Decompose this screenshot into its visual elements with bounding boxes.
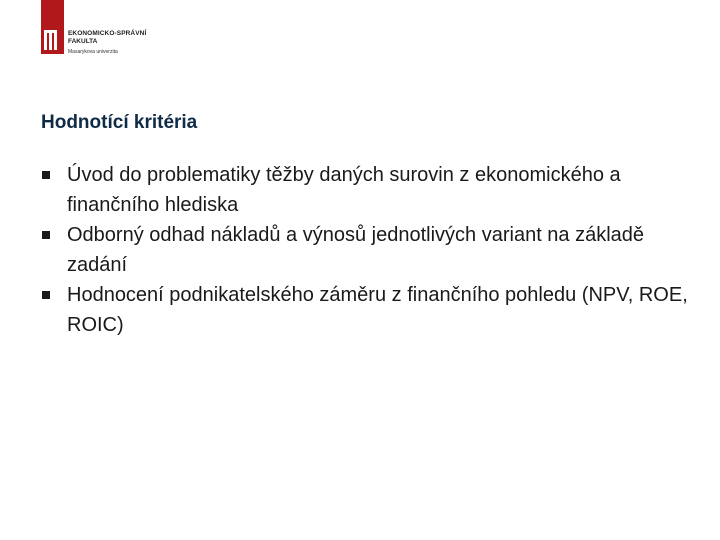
logo-faculty-name: EKONOMICKO-SPRÁVNÍ: [68, 30, 147, 37]
bullet-list: [41, 160, 691, 340]
bullet-text: Odborný odhad nákladů a výnosů jednotlivých variant na základě zadání: [67, 224, 645, 276]
logo-university-name: Masarykova univerzita: [68, 49, 118, 55]
university-logo-mark: [41, 0, 64, 54]
bullet-item: [41, 220, 691, 280]
square-bullet-icon: [42, 231, 50, 239]
square-bullet-icon: [42, 171, 50, 179]
faculty-logo: [41, 0, 181, 60]
bullet-item: [41, 280, 691, 340]
square-bullet-icon: [42, 291, 50, 299]
mu-emblem-icon: [44, 30, 61, 50]
logo-faculty-word: FAKULTA: [68, 38, 98, 45]
bullet-item: [41, 160, 691, 220]
bullet-text: Úvod do problematiky těžby daných surovin z ekonomického a finančního hlediska: [67, 164, 621, 216]
slide-title: Hodnotící kritéria: [41, 112, 198, 133]
bullet-text: Hodnocení podnikatelského záměru z finančního pohledu (NPV, ROE, ROIC): [67, 284, 688, 336]
